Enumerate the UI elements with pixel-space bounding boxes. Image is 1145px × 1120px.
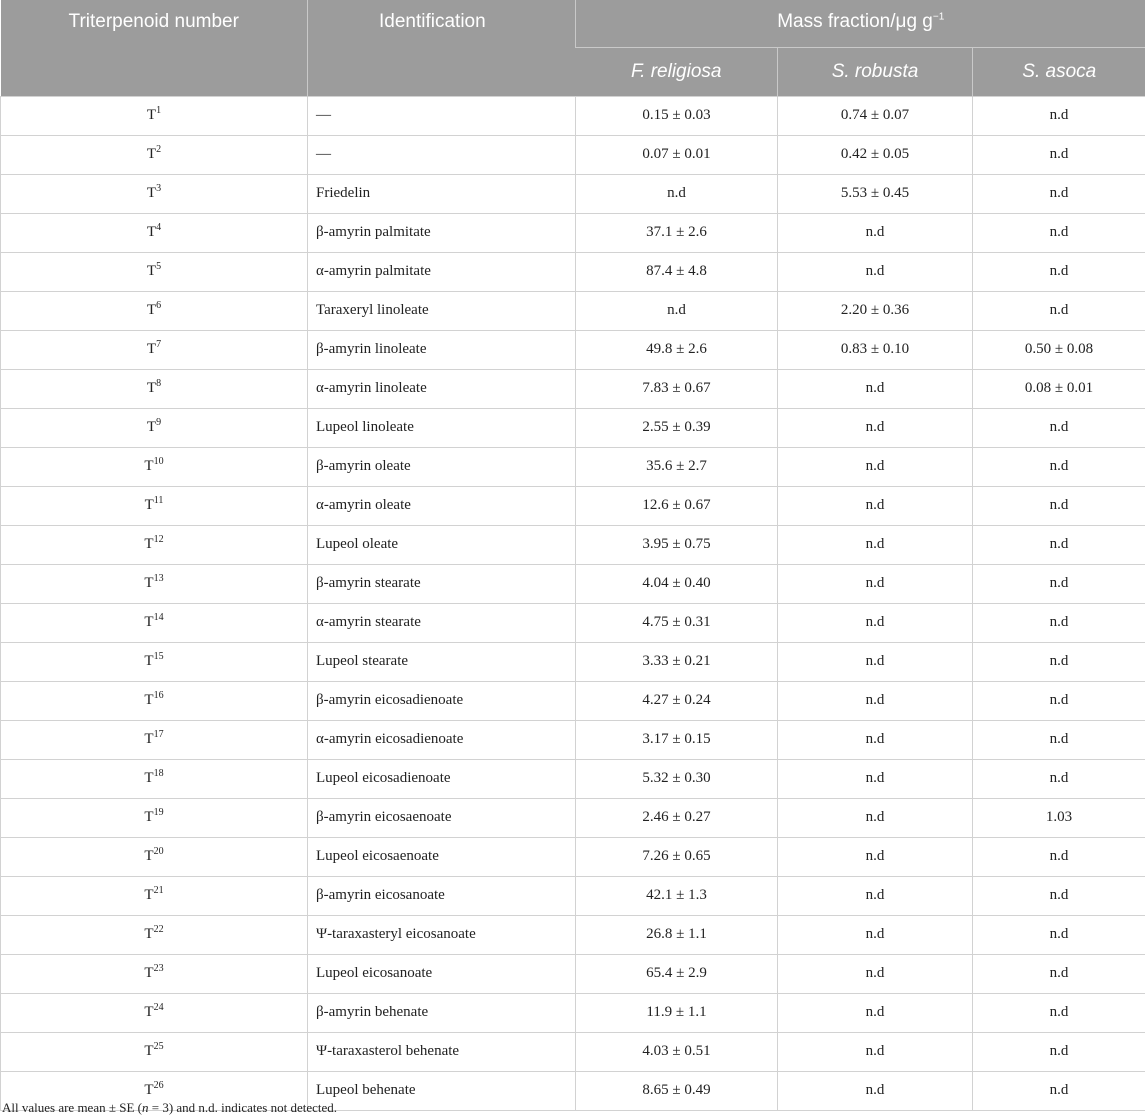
cell-identification: β-amyrin eicosadienoate: [308, 681, 576, 720]
cell-s-robusta: n.d: [778, 720, 973, 759]
cell-triterpenoid-number: [1, 564, 308, 603]
cell-triterpenoid-number: [1, 174, 308, 213]
cell-f-religiosa: 4.03 ± 0.51: [576, 1032, 778, 1071]
triterpenoid-index: 25: [153, 1041, 164, 1052]
triterpenoid-index: 21: [153, 885, 164, 896]
cell-triterpenoid-number: [1, 486, 308, 525]
triterpenoid-symbol: T: [144, 1043, 154, 1059]
triterpenoid-index: 17: [153, 729, 164, 740]
header-mass-fraction: [576, 0, 1145, 47]
cell-identification: β-amyrin eicosanoate: [308, 876, 576, 915]
cell-s-asoca: n.d: [973, 1071, 1145, 1110]
cell-identification: β-amyrin behenate: [308, 993, 576, 1032]
cell-s-robusta: n.d: [778, 408, 973, 447]
cell-f-religiosa: 11.9 ± 1.1: [576, 993, 778, 1032]
cell-identification: Lupeol oleate: [308, 525, 576, 564]
triterpenoid-symbol: T: [146, 302, 157, 318]
table-row: [1, 837, 1145, 876]
triterpenoid-symbol: T: [144, 692, 154, 708]
triterpenoid-symbol: T: [146, 146, 157, 162]
cell-f-religiosa: 2.55 ± 0.39: [576, 408, 778, 447]
table-row: [1, 954, 1145, 993]
header-species-s-robusta: S. robusta: [778, 47, 973, 96]
cell-s-robusta: n.d: [778, 837, 973, 876]
header-species-f-religiosa: F. religiosa: [576, 47, 778, 96]
triterpenoid-symbol: T: [144, 614, 154, 630]
cell-identification: Friedelin: [308, 174, 576, 213]
triterpenoid-symbol: T: [144, 848, 154, 864]
cell-triterpenoid-number: [1, 603, 308, 642]
cell-f-religiosa: 0.15 ± 0.03: [576, 96, 778, 135]
triterpenoid-index: 4: [156, 222, 162, 233]
cell-identification: β-amyrin oleate: [308, 447, 576, 486]
triterpenoid-symbol: T: [144, 887, 154, 903]
cell-f-religiosa: 42.1 ± 1.3: [576, 876, 778, 915]
triterpenoid-symbol: T: [144, 653, 154, 669]
triterpenoid-index: 9: [156, 417, 162, 428]
cell-s-asoca: n.d: [973, 915, 1145, 954]
cell-triterpenoid-number: [1, 837, 308, 876]
cell-triterpenoid-number: [1, 96, 308, 135]
cell-identification: Ψ-taraxasterol behenate: [308, 1032, 576, 1071]
cell-f-religiosa: 4.75 ± 0.31: [576, 603, 778, 642]
cell-s-asoca: n.d: [973, 213, 1145, 252]
cell-identification: Lupeol eicosanoate: [308, 954, 576, 993]
triterpenoid-index: 1: [156, 105, 162, 116]
cell-identification: —: [308, 135, 576, 174]
cell-triterpenoid-number: [1, 993, 308, 1032]
triterpenoid-symbol: T: [144, 458, 154, 474]
triterpenoid-index: 16: [153, 690, 164, 701]
cell-identification: β-amyrin stearate: [308, 564, 576, 603]
table-row: [1, 213, 1145, 252]
cell-triterpenoid-number: [1, 681, 308, 720]
cell-identification: α-amyrin oleate: [308, 486, 576, 525]
cell-s-robusta: n.d: [778, 603, 973, 642]
triterpenoid-index: 15: [153, 651, 164, 662]
cell-s-asoca: n.d: [973, 993, 1145, 1032]
table-row: [1, 759, 1145, 798]
cell-identification: α-amyrin linoleate: [308, 369, 576, 408]
cell-triterpenoid-number: [1, 525, 308, 564]
table-row: [1, 96, 1145, 135]
triterpenoid-index: 14: [153, 612, 164, 623]
cell-s-robusta: n.d: [778, 681, 973, 720]
cell-f-religiosa: 65.4 ± 2.9: [576, 954, 778, 993]
cell-s-asoca: n.d: [973, 96, 1145, 135]
header-identification: Identification: [308, 0, 576, 96]
cell-f-religiosa: 3.95 ± 0.75: [576, 525, 778, 564]
cell-triterpenoid-number: [1, 642, 308, 681]
cell-s-asoca: n.d: [973, 135, 1145, 174]
cell-f-religiosa: 7.83 ± 0.67: [576, 369, 778, 408]
cell-identification: Lupeol behenate: [308, 1071, 576, 1110]
table-row: [1, 876, 1145, 915]
table-row: [1, 798, 1145, 837]
cell-f-religiosa: 35.6 ± 2.7: [576, 447, 778, 486]
triterpenoid-index: 22: [153, 924, 164, 935]
triterpenoid-symbol: T: [144, 497, 154, 513]
table-row: [1, 408, 1145, 447]
table-row: [1, 681, 1145, 720]
cell-identification: α-amyrin stearate: [308, 603, 576, 642]
table-row: [1, 369, 1145, 408]
cell-s-robusta: n.d: [778, 213, 973, 252]
cell-s-asoca: n.d: [973, 252, 1145, 291]
table-row: [1, 603, 1145, 642]
cell-triterpenoid-number: [1, 759, 308, 798]
cell-s-asoca: n.d: [973, 954, 1145, 993]
cell-s-robusta: 5.53 ± 0.45: [778, 174, 973, 213]
table-row: [1, 915, 1145, 954]
footnote-before: All values are mean ± SE (: [2, 1100, 142, 1115]
cell-triterpenoid-number: [1, 798, 308, 837]
cell-identification: α-amyrin palmitate: [308, 252, 576, 291]
table-row: [1, 135, 1145, 174]
table-row: [1, 291, 1145, 330]
triterpenoid-symbol: T: [144, 926, 154, 942]
cell-s-asoca: n.d: [973, 525, 1145, 564]
triterpenoid-symbol: T: [146, 224, 157, 240]
cell-f-religiosa: 4.27 ± 0.24: [576, 681, 778, 720]
triterpenoid-index: 23: [153, 963, 164, 974]
triterpenoid-index: 12: [153, 534, 164, 545]
table-body: [1, 96, 1145, 1110]
cell-s-robusta: n.d: [778, 1032, 973, 1071]
cell-s-asoca: n.d: [973, 603, 1145, 642]
cell-s-robusta: n.d: [778, 486, 973, 525]
cell-triterpenoid-number: [1, 720, 308, 759]
cell-triterpenoid-number: [1, 291, 308, 330]
cell-f-religiosa: 8.65 ± 0.49: [576, 1071, 778, 1110]
triterpenoid-symbol: T: [144, 809, 154, 825]
cell-s-asoca: n.d: [973, 642, 1145, 681]
cell-f-religiosa: n.d: [576, 291, 778, 330]
cell-f-religiosa: 87.4 ± 4.8: [576, 252, 778, 291]
cell-s-robusta: 0.74 ± 0.07: [778, 96, 973, 135]
table-row: [1, 1032, 1145, 1071]
header-row: [1, 0, 1145, 47]
cell-s-asoca: 1.03: [973, 798, 1145, 837]
cell-s-asoca: n.d: [973, 720, 1145, 759]
triterpenoid-index: 8: [156, 378, 162, 389]
cell-f-religiosa: 3.17 ± 0.15: [576, 720, 778, 759]
cell-triterpenoid-number: [1, 876, 308, 915]
cell-triterpenoid-number: [1, 252, 308, 291]
cell-identification: Lupeol eicosaenoate: [308, 837, 576, 876]
cell-identification: Lupeol stearate: [308, 642, 576, 681]
cell-s-robusta: n.d: [778, 798, 973, 837]
cell-identification: Taraxeryl linoleate: [308, 291, 576, 330]
triterpenoid-index: 2: [156, 144, 162, 155]
triterpenoid-symbol: T: [146, 107, 157, 123]
cell-f-religiosa: 4.04 ± 0.40: [576, 564, 778, 603]
table-row: [1, 252, 1145, 291]
table-row: [1, 525, 1145, 564]
triterpenoid-index: 6: [156, 300, 162, 311]
triterpenoid-index: 18: [153, 768, 164, 779]
cell-f-religiosa: 26.8 ± 1.1: [576, 915, 778, 954]
table-row: [1, 642, 1145, 681]
cell-identification: Lupeol linoleate: [308, 408, 576, 447]
cell-f-religiosa: 5.32 ± 0.30: [576, 759, 778, 798]
cell-s-robusta: n.d: [778, 876, 973, 915]
cell-s-robusta: n.d: [778, 564, 973, 603]
triterpenoid-symbol: T: [144, 575, 154, 591]
cell-identification: β-amyrin linoleate: [308, 330, 576, 369]
triterpenoid-symbol: T: [144, 731, 154, 747]
cell-s-robusta: n.d: [778, 447, 973, 486]
triterpenoid-index: 5: [156, 261, 162, 272]
cell-s-asoca: n.d: [973, 408, 1145, 447]
cell-f-religiosa: 37.1 ± 2.6: [576, 213, 778, 252]
cell-s-robusta: n.d: [778, 525, 973, 564]
cell-s-asoca: n.d: [973, 759, 1145, 798]
cell-s-asoca: n.d: [973, 174, 1145, 213]
cell-s-asoca: 0.08 ± 0.01: [973, 369, 1145, 408]
cell-identification: α-amyrin eicosadienoate: [308, 720, 576, 759]
cell-s-robusta: 0.83 ± 0.10: [778, 330, 973, 369]
cell-f-religiosa: 2.46 ± 0.27: [576, 798, 778, 837]
cell-s-asoca: 0.50 ± 0.08: [973, 330, 1145, 369]
cell-identification: Lupeol eicosadienoate: [308, 759, 576, 798]
triterpenoid-symbol: T: [144, 1004, 154, 1020]
cell-s-asoca: n.d: [973, 486, 1145, 525]
cell-f-religiosa: 12.6 ± 0.67: [576, 486, 778, 525]
mass-fraction-exponent: −1: [932, 11, 945, 23]
cell-s-asoca: n.d: [973, 564, 1145, 603]
cell-f-religiosa: 3.33 ± 0.21: [576, 642, 778, 681]
triterpenoid-index: 19: [153, 807, 164, 818]
cell-triterpenoid-number: [1, 408, 308, 447]
cell-s-asoca: n.d: [973, 1032, 1145, 1071]
table-row: [1, 564, 1145, 603]
cell-triterpenoid-number: [1, 915, 308, 954]
table-row: [1, 447, 1145, 486]
cell-identification: β-amyrin eicosaenoate: [308, 798, 576, 837]
cell-f-religiosa: 49.8 ± 2.6: [576, 330, 778, 369]
cell-s-robusta: n.d: [778, 369, 973, 408]
mass-fraction-label: Mass fraction/μg g: [777, 11, 933, 32]
table-footnote: [2, 1100, 337, 1116]
table-row: [1, 486, 1145, 525]
header-species-s-asoca: S. asoca: [973, 47, 1145, 96]
cell-s-robusta: n.d: [778, 252, 973, 291]
cell-f-religiosa: 0.07 ± 0.01: [576, 135, 778, 174]
triterpenoid-symbol: T: [144, 1082, 154, 1098]
triterpenoid-index: 3: [156, 183, 162, 194]
triterpenoid-symbol: T: [146, 185, 157, 201]
cell-triterpenoid-number: [1, 1032, 308, 1071]
triterpenoid-index: 20: [153, 846, 164, 857]
footnote-after: = 3) and n.d. indicates not detected.: [148, 1100, 338, 1115]
cell-identification: β-amyrin palmitate: [308, 213, 576, 252]
footnote-n-variable: n: [141, 1100, 149, 1115]
cell-s-asoca: n.d: [973, 447, 1145, 486]
triterpenoid-index: 7: [156, 339, 162, 350]
cell-s-robusta: n.d: [778, 642, 973, 681]
cell-s-robusta: 0.42 ± 0.05: [778, 135, 973, 174]
cell-s-robusta: n.d: [778, 993, 973, 1032]
table-row: [1, 330, 1145, 369]
cell-s-asoca: n.d: [973, 876, 1145, 915]
cell-s-asoca: n.d: [973, 837, 1145, 876]
table-row: [1, 720, 1145, 759]
table-row: [1, 174, 1145, 213]
cell-triterpenoid-number: [1, 954, 308, 993]
cell-s-robusta: n.d: [778, 1071, 973, 1110]
cell-triterpenoid-number: [1, 135, 308, 174]
cell-triterpenoid-number: [1, 369, 308, 408]
cell-s-robusta: 2.20 ± 0.36: [778, 291, 973, 330]
triterpenoid-symbol: T: [144, 965, 154, 981]
cell-s-asoca: n.d: [973, 291, 1145, 330]
triterpenoid-index: 10: [153, 456, 164, 467]
cell-s-robusta: n.d: [778, 915, 973, 954]
cell-triterpenoid-number: [1, 447, 308, 486]
triterpenoid-index: 13: [153, 573, 164, 584]
cell-s-robusta: n.d: [778, 759, 973, 798]
header-triterpenoid-number: Triterpenoid number: [1, 0, 308, 96]
cell-s-robusta: n.d: [778, 954, 973, 993]
table-row: [1, 993, 1145, 1032]
triterpenoid-symbol: T: [146, 380, 157, 396]
triterpenoid-symbol: T: [146, 263, 157, 279]
cell-triterpenoid-number: [1, 213, 308, 252]
cell-identification: —: [308, 96, 576, 135]
triterpenoid-index: 11: [153, 495, 164, 506]
triterpenoid-symbol: T: [146, 341, 157, 357]
triterpenoid-index: 26: [153, 1080, 164, 1091]
triterpenoid-symbol: T: [146, 419, 157, 435]
triterpenoid-symbol: T: [144, 536, 154, 552]
cell-identification: Ψ-taraxasteryl eicosanoate: [308, 915, 576, 954]
cell-s-asoca: n.d: [973, 681, 1145, 720]
triterpenoid-symbol: T: [144, 770, 154, 786]
cell-f-religiosa: 7.26 ± 0.65: [576, 837, 778, 876]
triterpenoid-index: 24: [153, 1002, 164, 1013]
cell-triterpenoid-number: [1, 330, 308, 369]
cell-f-religiosa: n.d: [576, 174, 778, 213]
